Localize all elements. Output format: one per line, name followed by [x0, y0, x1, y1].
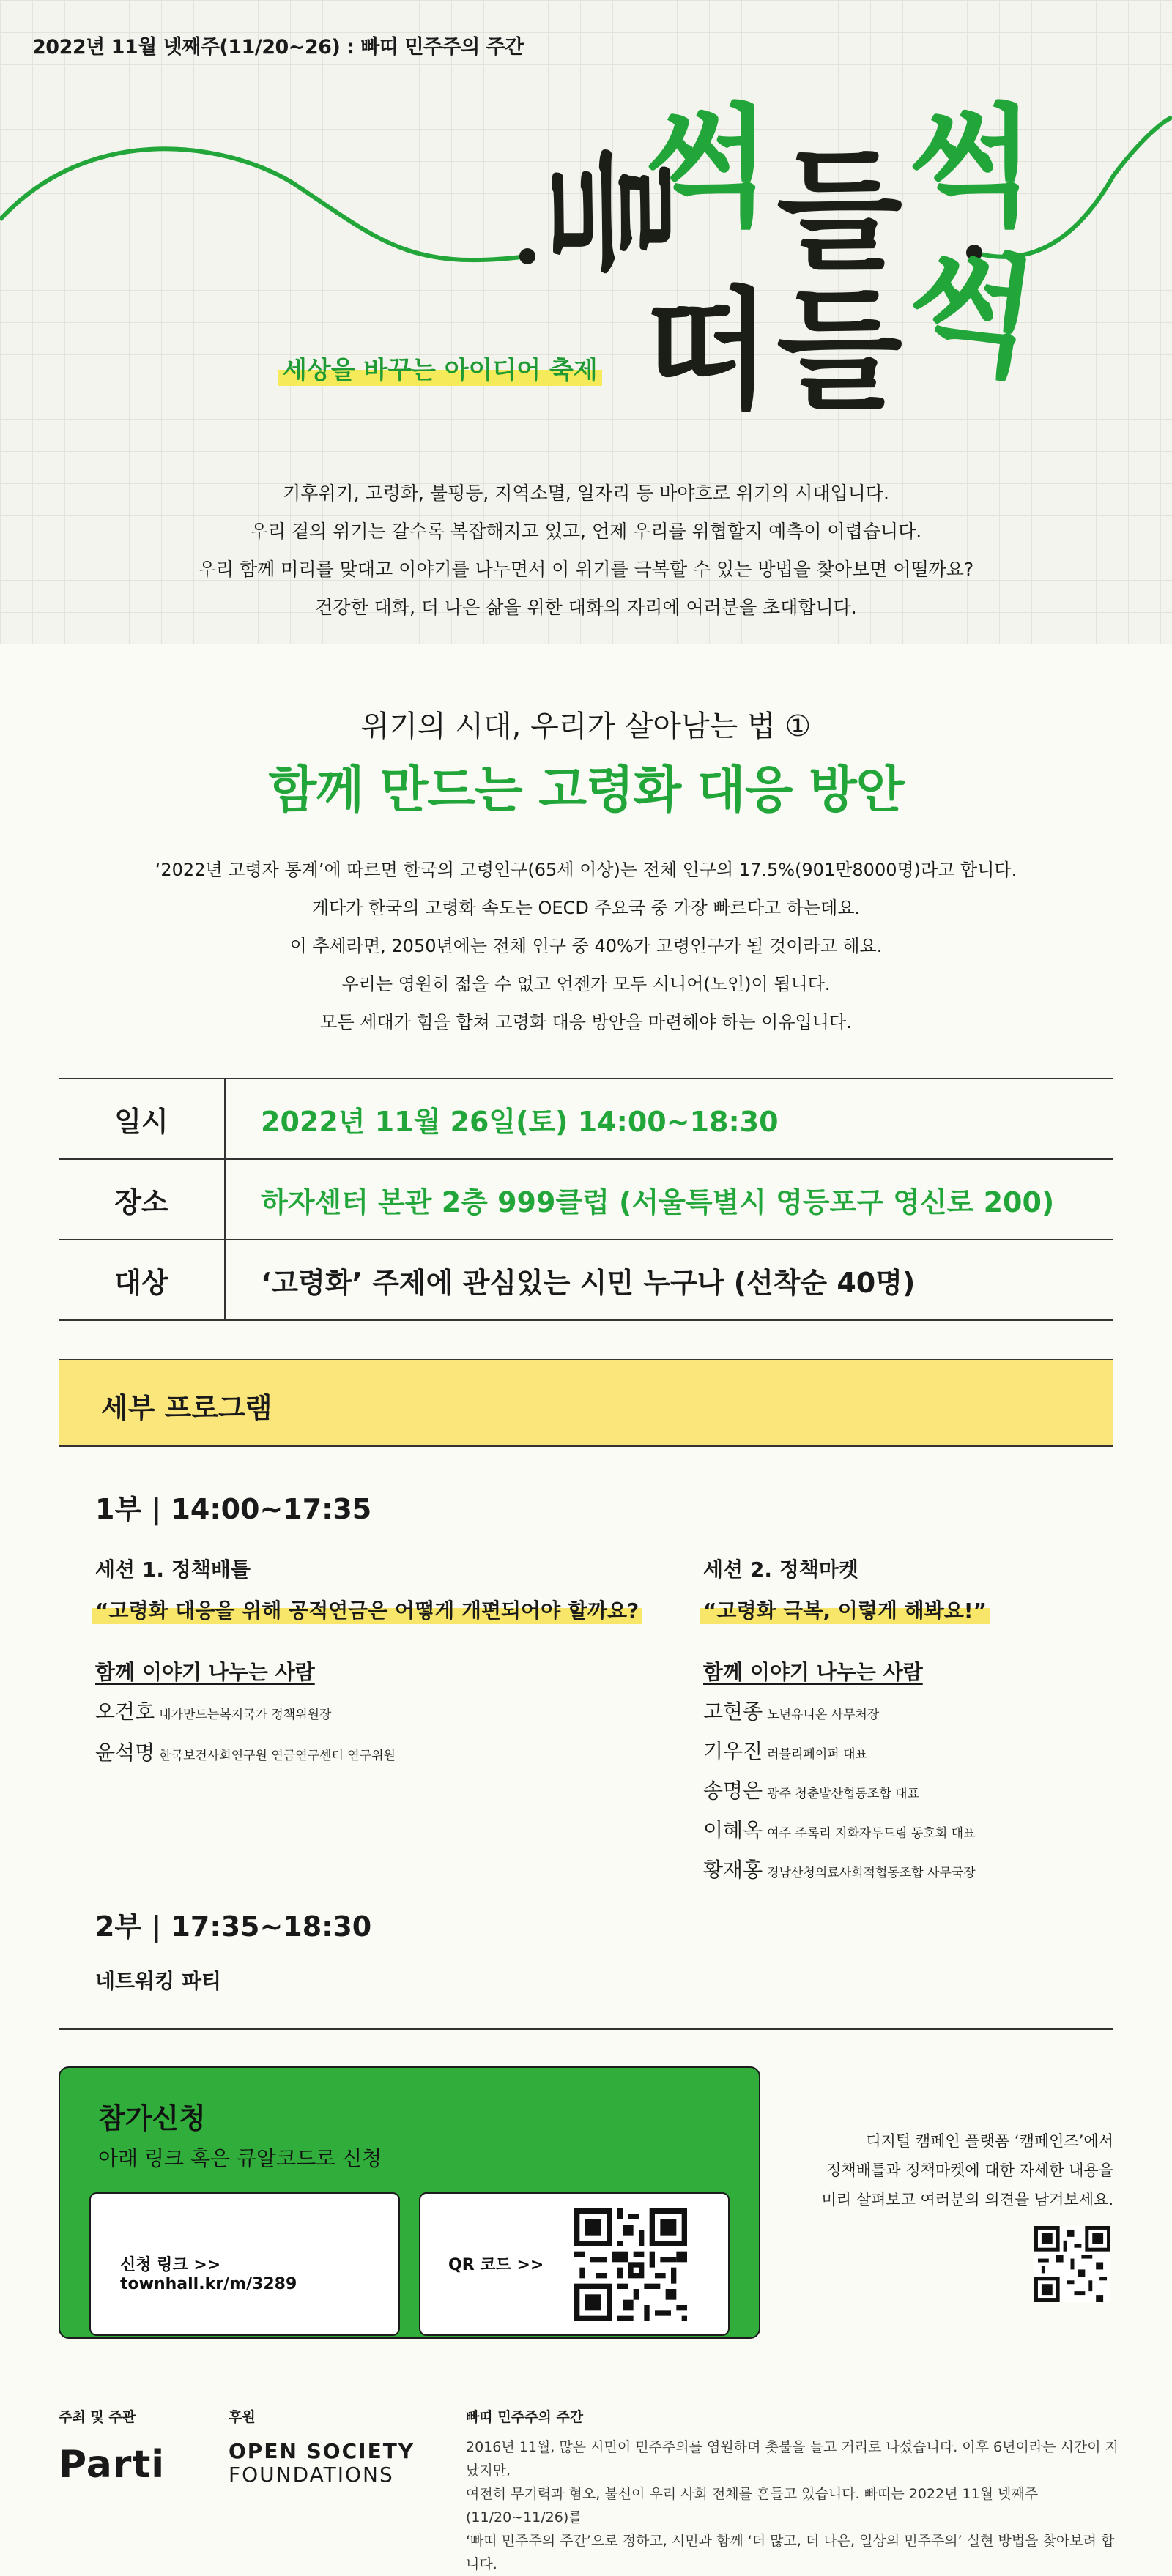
speaker — [95, 1737, 396, 1766]
intro-line: 우리 함께 머리를 맞대고 이야기를 나누면서 이 위기를 극복할 수 있는 방법을 찾아보면 어떨까요? — [198, 559, 974, 580]
event-topline: 2022년 11월 넷째주(11/20~26) : 빠띠 민주주의 주간 — [32, 36, 524, 59]
speaker-name: 윤석명 — [95, 1741, 155, 1765]
section-description — [0, 851, 1172, 1041]
title-char-5: 떠 — [645, 275, 771, 426]
title-char-3: 들 — [776, 135, 902, 287]
part2-description: 네트워킹 파티 — [95, 1969, 222, 1993]
speaker-role: 경남산청의료사회적협동조합 사무국장 — [767, 1866, 976, 1880]
week-line: 2016년 11월, 많은 시민이 민주주의를 염원하며 촛불을 들고 거리로 나섰습니다. 이후 6년이라는 시간이 지났지만, — [466, 2439, 1119, 2479]
title-char-1: 들 — [535, 149, 688, 275]
apply-link[interactable]: 신청 링크 >> townhall.kr/m/3289 — [120, 2256, 297, 2293]
week-line: ‘빠띠 민주주의 주간’으로 정하고, 시민과 함께 ‘더 많고, 더 나은, 일상의 민주주의’ 실현 방법을 찾아보려 합니다. — [466, 2533, 1115, 2572]
qr-label: QR 코드 >> — [448, 2256, 544, 2274]
speaker-name: 고현종 — [703, 1700, 763, 1724]
desc-line: 모든 세대가 힘을 합쳐 고령화 대응 방안을 마련해야 하는 이유입니다. — [320, 1012, 852, 1032]
intro-line: 건강한 대화, 더 나은 삶을 위한 대화의 자리에 여러분을 초대합니다. — [315, 597, 857, 618]
date-label: 일시 — [59, 1079, 226, 1158]
info-row-date — [59, 1078, 1113, 1160]
apply-subtitle: 아래 링크 혹은 큐알코드로 신청 — [98, 2146, 382, 2170]
speaker-role: 러블리페이퍼 대표 — [767, 1747, 867, 1762]
speaker-role: 노년유니온 사무처장 — [767, 1708, 880, 1722]
intro-line: 기후위기, 고령화, 불평등, 지역소멸, 일자리 등 바야흐로 위기의 시대입니다. — [283, 483, 889, 504]
part2-heading: 2부 | 17:35~18:30 — [95, 1910, 372, 1943]
note-line: 미리 살펴보고 여러분의 의견을 남겨보세요. — [821, 2191, 1113, 2208]
intro-text — [0, 474, 1172, 627]
wave-dot-left — [519, 248, 535, 264]
session2-speakers-heading: 함께 이야기 나누는 사람 — [703, 1660, 923, 1684]
speaker — [703, 1854, 976, 1883]
session1-speakers-heading: 함께 이야기 나누는 사람 — [95, 1660, 315, 1684]
parti-logo: Parti — [59, 2443, 166, 2487]
title-char-7: 썩 — [898, 230, 1045, 398]
speaker-name: 오건호 — [95, 1700, 155, 1724]
divider — [59, 2028, 1113, 2030]
session1-title: 세션 1. 정책배틀 — [95, 1557, 251, 1582]
program-heading: 세부 프로그램 — [101, 1392, 272, 1424]
apply-heading: 참가신청 — [98, 2102, 206, 2134]
info-row-place — [59, 1160, 1113, 1240]
session2-title: 세션 2. 정책마켓 — [703, 1557, 858, 1582]
place-value: 하자센터 본관 2층 999클럽 (서울특별시 영등포구 영신로 200) — [261, 1185, 1055, 1218]
qr-box — [419, 2192, 730, 2336]
speaker-role: 광주 청춘발산협동조합 대표 — [767, 1787, 920, 1801]
event-info-table — [59, 1078, 1113, 1321]
desc-line: 우리는 영원히 젊을 수 없고 언젠가 모두 시니어(노인)이 됩니다. — [341, 974, 831, 994]
target-value: ‘고령화’ 주제에 관심있는 시민 누구나 (선착순 40명) — [261, 1266, 916, 1299]
osf-line: OPEN SOCIETY — [229, 2439, 415, 2463]
note-line: 디지털 캠페인 플랫폼 ‘캠페인즈’에서 — [866, 2132, 1113, 2150]
desc-line: 이 추세라면, 2050년에는 전체 인구 중 40%가 고령인구가 될 것이라고 해요. — [289, 936, 883, 956]
osf-line: FOUNDATIONS — [229, 2463, 394, 2487]
hero-section — [0, 0, 1172, 644]
target-label: 대상 — [59, 1240, 226, 1319]
title-char-4: 썩 — [908, 92, 1034, 243]
speaker — [703, 1775, 919, 1804]
part1-heading: 1부 | 14:00~17:35 — [95, 1493, 372, 1525]
desc-line: ‘2022년 고령자 통계’에 따르면 한국의 고령인구(65세 이상)는 전체 인구의 17.5%(901만8000명)라고 합니다. — [155, 860, 1017, 880]
apply-panel — [59, 2066, 760, 2339]
speaker-role: 한국보건사회연구원 연금연구센터 연구위원 — [159, 1749, 396, 1763]
osf-logo — [229, 2440, 415, 2487]
intro-line: 우리 곁의 위기는 갈수록 복잡해지고 있고, 언제 우리를 위협할지 예측이 어렵습니다. — [250, 521, 922, 542]
week-line: 여전히 무기력과 혐오, 불신이 우리 사회 전체를 흔들고 있습니다. 빠띠는 2022년 11월 넷째주(11/20~11/26)를 — [466, 2486, 1039, 2525]
speaker-name: 황재홍 — [703, 1858, 763, 1882]
speaker-role: 여주 주록리 지화자두드림 동호회 대표 — [767, 1826, 976, 1841]
speaker — [703, 1696, 879, 1725]
date-value: 2022년 11월 26일(토) 14:00~18:30 — [261, 1105, 779, 1138]
place-label: 장소 — [59, 1160, 226, 1239]
program-heading-bar — [59, 1359, 1113, 1447]
qr-code-icon[interactable] — [574, 2208, 687, 2321]
sponsor-label: 후원 — [229, 2409, 256, 2425]
session2-quote: “고령화 극복, 이렇게 해봐요!” — [700, 1595, 990, 1624]
speaker-role: 내가만드는복지국가 정책위원장 — [159, 1708, 332, 1722]
title-char-6: 들 — [776, 275, 902, 426]
apply-link-box[interactable] — [89, 2192, 400, 2336]
week-description — [466, 2435, 1125, 2576]
info-row-target — [59, 1240, 1113, 1321]
speaker-name: 송명은 — [703, 1779, 763, 1803]
title-char-2: 썩 — [645, 92, 771, 243]
speaker — [703, 1814, 976, 1844]
campaign-note — [791, 2126, 1113, 2214]
section-subtitle: 위기의 시대, 우리가 살아남는 법 ① — [360, 710, 812, 743]
campaigns-qr-code-icon[interactable] — [1034, 2226, 1110, 2302]
speaker — [703, 1735, 867, 1765]
speaker-name: 이혜옥 — [703, 1818, 763, 1842]
week-label: 빠띠 민주주의 주간 — [466, 2409, 584, 2425]
section-title: 함께 만드는 고령화 대응 방안 — [268, 762, 904, 819]
hero-tagline: 세상을 바꾸는 아이디어 축제 — [278, 350, 602, 386]
note-line: 정책배틀과 정책마켓에 대한 자세한 내용을 — [826, 2162, 1113, 2179]
host-label: 주최 및 주관 — [59, 2409, 136, 2425]
speaker-name: 기우진 — [703, 1739, 763, 1763]
session1-quote: “고령화 대응을 위해 공적연금은 어떻게 개편되어야 할까요? — [92, 1595, 642, 1624]
desc-line: 게다가 한국의 고령화 속도는 OECD 주요국 중 가장 빠르다고 하는데요. — [311, 898, 861, 918]
speaker — [95, 1696, 331, 1725]
